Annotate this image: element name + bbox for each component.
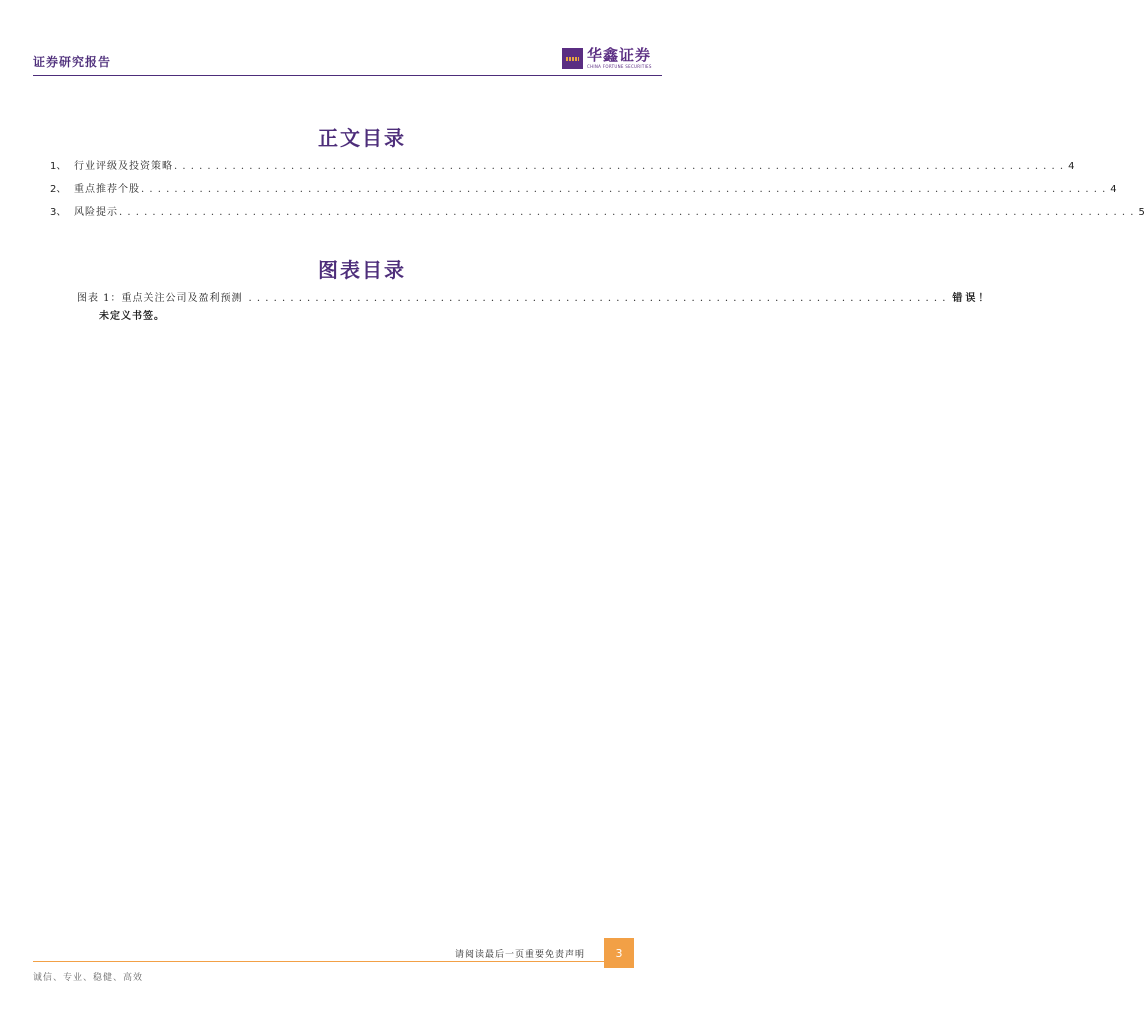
logo-name: 华鑫证券 — [587, 46, 652, 64]
toc-entry-page: 5 — [1138, 207, 1145, 218]
figure-entry-error: 错误！ — [952, 293, 992, 304]
toc-entry-number: 2、 — [50, 184, 67, 195]
header-divider — [33, 75, 662, 76]
toc-entry[interactable] — [50, 160, 1075, 174]
toc-entry[interactable] — [50, 183, 1117, 197]
toc-leader-dots: . . . . . . . . . . . . . . . . . . . . . . . . . . . . . . . . . . . . . . . . . . . . . . . . . . . . . . . . . . . . . . . . . . . . . . . . . . . . . . . . . . . . . . . . . . . . . . . . . . . . . . . . . . . . . . . . . . . . — [141, 184, 1107, 195]
toc-leader-dots: . . . . . . . . . . . . . . . . . . . . . . . . . . . . . . . . . . . . . . . . . . . . . . . . . . . . . . . . . . . . . . . . . . . . . . . . . . . . . . . . . . . . . . . . . . . . . . . . . . . . . . . . . . . — [174, 161, 1065, 172]
figure-entry-error-continued: 未定义书签。 — [99, 311, 165, 322]
figure-leader-dots: . . . . . . . . . . . . . . . . . . . . . . . . . . . . . . . . . . . . . . . . . . . . . . . . . . . . . . . . . . . . . . . . . . . . . . . . . . . . . . . . . . . . — [248, 293, 947, 304]
disclaimer-note: 请阅读最后一页重要免责声明 — [455, 950, 586, 960]
toc-leader-dots: . . . . . . . . . . . . . . . . . . . . . . . . . . . . . . . . . . . . . . . . . . . . . . . . . . . . . . . . . . . . . . . . . . . . . . . . . . . . . . . . . . . . . . . . . . . . . . . . . . . . . . . . . . . . . . . . . . . . . . . . . . — [119, 207, 1135, 218]
footer-motto: 诚信、专业、稳健、高效 — [33, 973, 144, 983]
company-logo — [562, 47, 652, 69]
toc-entry-label[interactable]: 重点推荐个股 — [74, 184, 140, 195]
toc-title: 正文目录 — [318, 126, 406, 150]
toc-entry-number: 1、 — [50, 161, 67, 172]
footer-divider — [33, 961, 633, 962]
report-type-label: 证券研究报告 — [33, 55, 112, 69]
toc-entry-number: 3、 — [50, 207, 67, 218]
figures-title: 图表目录 — [318, 258, 406, 282]
toc-entry-page: 4 — [1110, 184, 1117, 195]
page-number-badge: 3 — [604, 938, 634, 968]
figure-entry-label[interactable]: 图表 1：重点关注公司及盈利预测 — [77, 293, 243, 304]
toc-entry-page: 4 — [1068, 161, 1075, 172]
toc-entry-label[interactable]: 风险提示 — [74, 207, 118, 218]
figure-entry[interactable] — [77, 292, 992, 306]
china-fortune-logo-icon — [562, 48, 583, 69]
toc-entry[interactable] — [50, 206, 1145, 220]
logo-subtitle: CHINA FORTUNE SECURITIES — [587, 64, 652, 69]
toc-entry-label[interactable]: 行业评级及投资策略 — [74, 161, 173, 172]
